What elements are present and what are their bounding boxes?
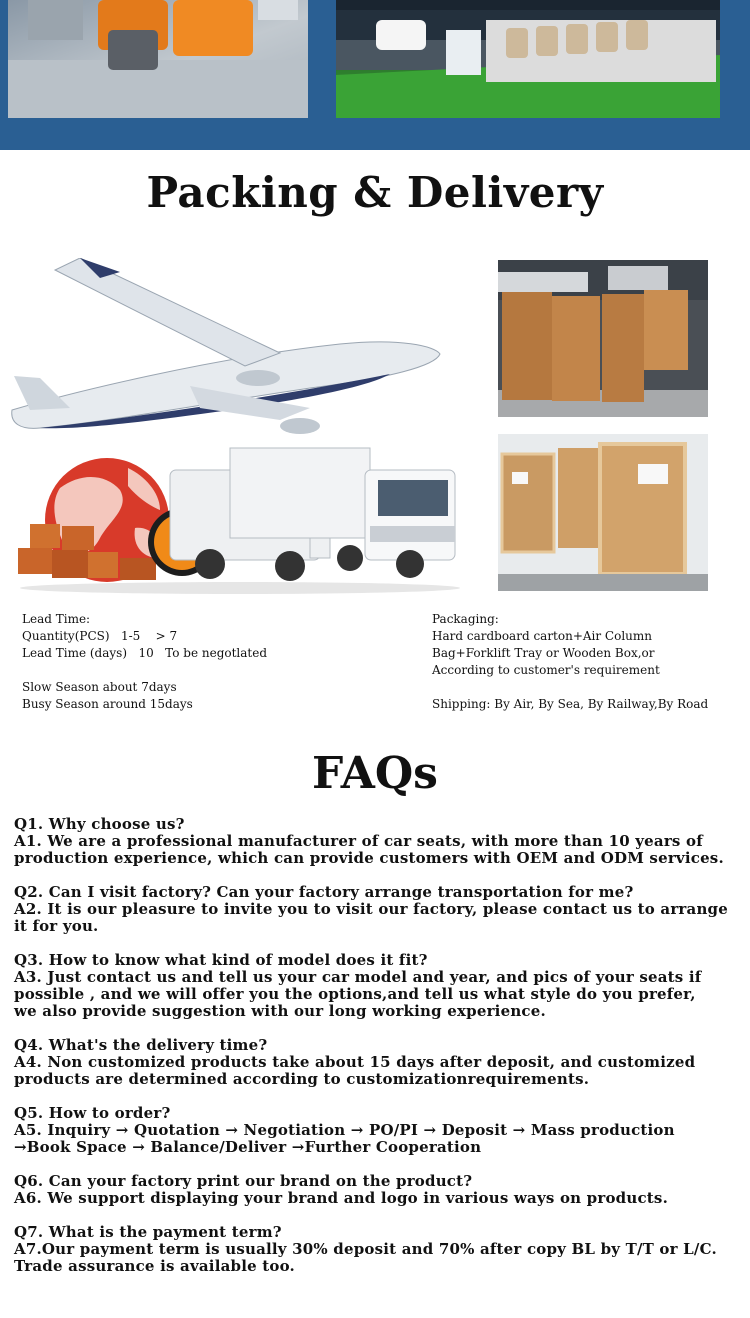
packaging-line-1: Hard cardboard carton+Air Column: [432, 629, 653, 643]
carton-packing-photo: [498, 260, 708, 417]
busy-season-line: Busy Season around 15days: [22, 697, 193, 711]
lead-time-heading: Lead Time:: [22, 612, 91, 626]
packaging-line-2: Bag+Forklift Tray or Wooden Box,or: [432, 646, 655, 660]
faq-list: [14, 816, 736, 1292]
shipping-line: Shipping: By Air, By Sea, By Railway,By Road: [432, 697, 709, 711]
faq-item: [14, 952, 736, 1020]
airplane-icon: [12, 258, 440, 434]
quantity-line: Quantity(PCS) 1-5 > 7: [22, 629, 178, 643]
faq-question: Q3. How to know what kind of model does it fit?: [14, 951, 428, 969]
packing-title: Packing & Delivery: [146, 168, 604, 217]
faq-answer-line: A6. We support displaying your brand and logo in various ways on products.: [14, 1189, 668, 1207]
packaging-heading: Packaging:: [432, 612, 499, 626]
faq-title: FAQs: [312, 748, 438, 799]
faq-answer-line: products are determined according to customizationrequirements.: [14, 1070, 590, 1088]
faq-answer-line: →Book Space → Balance/Deliver →Further Cooperation: [14, 1138, 482, 1156]
faq-question: Q7. What is the payment term?: [14, 1223, 282, 1241]
top-banner: [0, 0, 750, 150]
faq-question: Q2. Can I visit factory? Can your factory arrange transportation for me?: [14, 883, 634, 901]
faq-item: [14, 884, 736, 935]
wooden-crate-photo: [498, 434, 708, 591]
faq-question: Q6. Can your factory print our brand on the product?: [14, 1172, 473, 1190]
faq-question: Q1. Why choose us?: [14, 815, 185, 833]
slow-season-line: Slow Season about 7days: [22, 680, 177, 694]
faq-answer-line: A4. Non customized products take about 15 days after deposit, and customized: [14, 1053, 696, 1071]
faq-item: [14, 1224, 736, 1275]
faq-answer-line: A7.Our payment term is usually 30% deposit and 70% after copy BL by T/T or L/C.: [14, 1240, 717, 1258]
faq-question: Q4. What's the delivery time?: [14, 1036, 268, 1054]
product-photo: [8, 0, 308, 118]
packaging-info: [432, 611, 742, 713]
faq-answer-line: A5. Inquiry → Quotation → Negotiation → PO/PI → Deposit → Mass production: [14, 1121, 675, 1139]
faq-answer-line: it for you.: [14, 917, 99, 935]
faq-item: [14, 816, 736, 867]
faq-answer-line: A2. It is our pleasure to invite you to visit our factory, please contact us to arrange: [14, 900, 728, 918]
faq-question: Q5. How to order?: [14, 1104, 171, 1122]
packaging-line-3: According to customer's requirement: [432, 663, 660, 677]
exhibition-photo: [336, 0, 720, 118]
lead-time-line: Lead Time (days) 10 To be negotlated: [22, 646, 268, 660]
faq-answer-line: A1. We are a professional manufacturer of car seats, with more than 10 years of: [14, 832, 703, 850]
faq-answer-line: A3. Just contact us and tell us your car model and year, and pics of your seats if: [14, 968, 702, 986]
faq-item: [14, 1105, 736, 1156]
faq-item: [14, 1173, 736, 1207]
logistics-illustration: [10, 258, 475, 596]
lead-time-info: [22, 611, 422, 713]
faq-answer-line: possible , and we will offer you the options,and tell us what style do you prefer,: [14, 985, 696, 1003]
faq-answer-line: Trade assurance is available too.: [14, 1257, 295, 1275]
faq-answer-line: production experience, which can provide customers with OEM and ODM services.: [14, 849, 724, 867]
faq-item: [14, 1037, 736, 1088]
faq-answer-line: we also provide suggestion with our long working experience.: [14, 1002, 546, 1020]
